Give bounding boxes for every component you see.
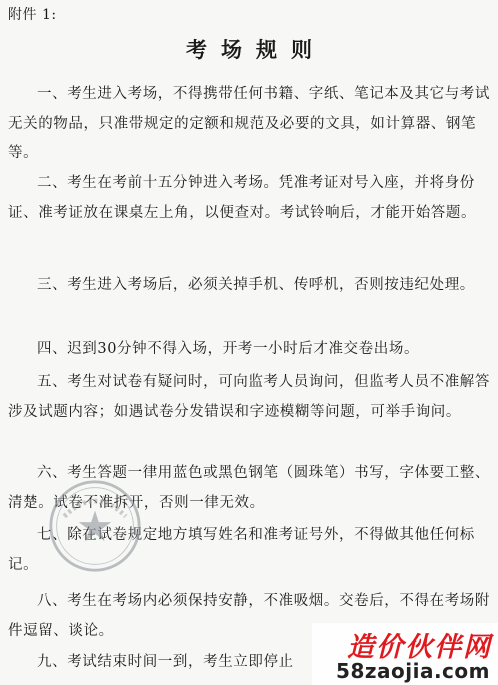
watermark-domain	[336, 659, 490, 683]
attachment-label: 附件 1:	[8, 7, 57, 23]
watermark-domain-prefix: 58	[336, 659, 365, 683]
rule-paragraph-9: 九、考试结束时间一到，考生立即停止	[37, 654, 294, 670]
rule-paragraph-4: 四、迟到30分钟不得入场，开考一小时后才准交卷出场。	[37, 341, 420, 357]
rule-paragraph-7: 七、除在试卷规定地方填写姓名和准考证号外，不得做其他任何标记。	[8, 527, 475, 573]
watermark-domain-rest: zaojia.com	[364, 659, 490, 683]
rule-paragraph-1: 一、考生进入考场，不得携带任何书籍、字纸、笔记本及其它与考试无关的物品，只准带规定的定额和规范及必要的文具，如计算器、钢笔等。	[8, 86, 490, 161]
site-watermark	[312, 623, 498, 685]
watermark-brand: 造价伙伴网	[347, 632, 492, 663]
rule-paragraph-3: 三、考生进入考场后，必须关掉手机、传呼机，否则按违纪处理。	[37, 277, 475, 293]
rule-paragraph-5: 五、考生对试卷有疑问时，可向监考人员询问，但监考人员不准解答涉及试题内容；如遇试卷分发错误和字迹模糊等问题，可举手询问。	[8, 374, 490, 420]
rule-paragraph-8: 八、考生在考场内必须保持安静，不准吸烟。交卷后，不得在考场附件逗留、谈论。	[8, 593, 490, 639]
page-title: 考场规则	[186, 37, 326, 62]
official-seal-stamp	[47, 478, 143, 574]
rule-paragraph-6: 六、考生答题一律用蓝色或黑色钢笔（圆珠笔）书写，字体要工整、清楚。试卷不准拆开，否则一律无效。	[8, 465, 490, 511]
rule-paragraph-2: 二、考生在考前十五分钟进入考场。凭准考证对号入座，并将身份证、准考证放在课桌左上角，以便查对。考试铃响后，才能开始答题。	[8, 175, 477, 221]
